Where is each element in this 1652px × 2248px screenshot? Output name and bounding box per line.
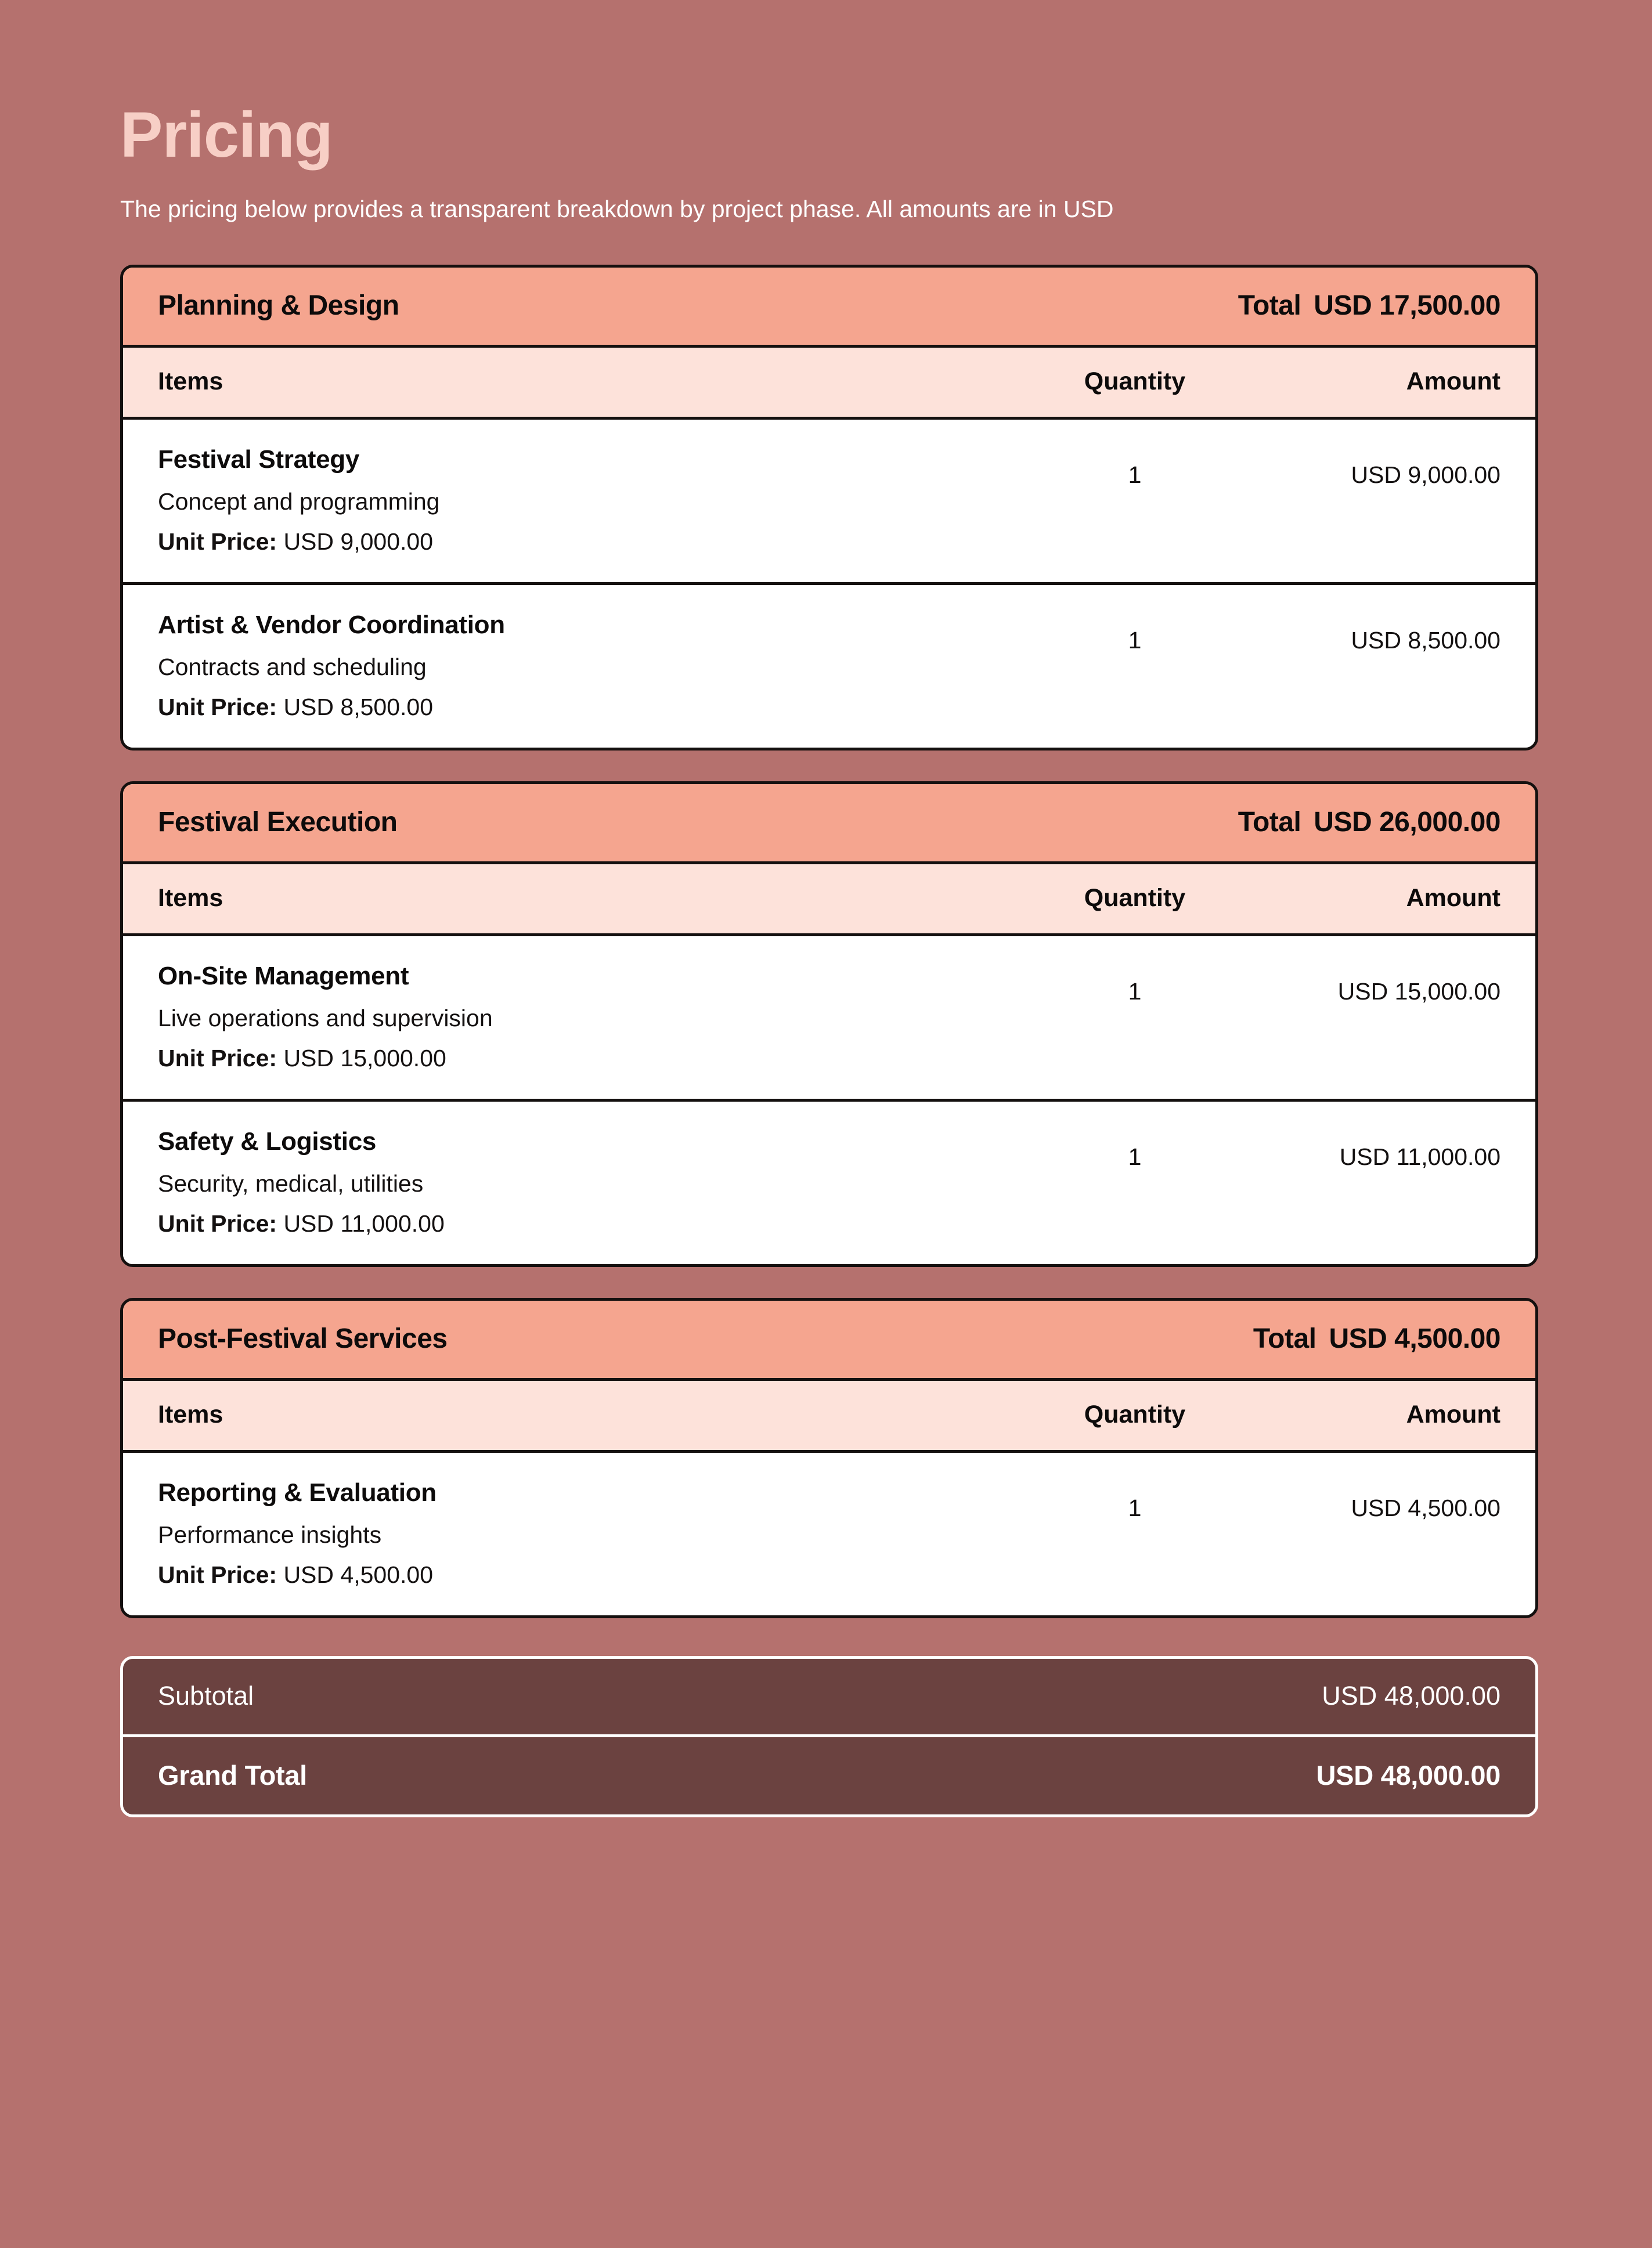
grand-total-row — [123, 1737, 1535, 1814]
item-unit-price — [158, 1045, 995, 1072]
item-amount: USD 8,500.00 — [1351, 626, 1500, 654]
grand-total-value: USD 48,000.00 — [1316, 1759, 1500, 1791]
column-header-quantity: Quantity — [1084, 883, 1186, 912]
item-details — [158, 1127, 1013, 1237]
unit-price-label: Unit Price: — [158, 528, 277, 555]
section-name: Post-Festival Services — [158, 1323, 448, 1354]
column-header-amount: Amount — [1406, 367, 1500, 395]
column-header-quantity: Quantity — [1084, 1400, 1186, 1428]
unit-price-label: Unit Price: — [158, 1210, 277, 1237]
item-quantity: 1 — [1128, 977, 1142, 1005]
item-unit-price — [158, 1210, 995, 1237]
section-name: Planning & Design — [158, 290, 399, 321]
table-row — [123, 1102, 1535, 1264]
section-total — [1238, 290, 1500, 322]
section-total-label: Total — [1238, 806, 1301, 838]
column-header-row — [123, 864, 1535, 936]
section-header — [123, 784, 1535, 864]
totals-summary — [120, 1656, 1538, 1817]
item-details — [158, 445, 1013, 555]
item-amount: USD 11,000.00 — [1339, 1143, 1500, 1170]
item-quantity: 1 — [1128, 1143, 1142, 1170]
item-unit-price — [158, 528, 995, 555]
section-total — [1238, 806, 1500, 838]
column-header-quantity: Quantity — [1084, 367, 1186, 395]
section-header — [123, 1301, 1535, 1381]
item-description: Performance insights — [158, 1521, 382, 1548]
page-title: Pricing — [120, 99, 333, 171]
column-header-items: Items — [158, 367, 223, 395]
item-description: Concept and programming — [158, 488, 440, 515]
subtotal-value: USD 48,000.00 — [1322, 1680, 1500, 1711]
item-details — [158, 962, 1013, 1072]
table-row — [123, 1453, 1535, 1615]
subtotal-label: Subtotal — [158, 1680, 254, 1711]
unit-price-value: USD 15,000.00 — [283, 1044, 446, 1071]
item-title: On-Site Management — [158, 961, 409, 990]
column-header-items: Items — [158, 883, 223, 912]
item-details — [158, 611, 1013, 721]
unit-price-label: Unit Price: — [158, 693, 277, 720]
pricing-section-card — [120, 265, 1538, 750]
item-description: Security, medical, utilities — [158, 1170, 424, 1197]
item-unit-price — [158, 694, 995, 721]
grand-total-label: Grand Total — [158, 1759, 307, 1791]
page-subtitle: The pricing below provides a transparent breakdown by project phase. All amounts are in USD — [120, 195, 1114, 222]
item-description: Contracts and scheduling — [158, 653, 427, 680]
column-header-row — [123, 348, 1535, 420]
item-quantity: 1 — [1128, 626, 1142, 654]
pricing-section-card — [120, 781, 1538, 1267]
item-amount: USD 4,500.00 — [1351, 1494, 1500, 1521]
item-description: Live operations and supervision — [158, 1004, 493, 1031]
subtotal-row — [123, 1659, 1535, 1737]
section-total — [1253, 1323, 1500, 1355]
unit-price-value: USD 8,500.00 — [283, 693, 434, 720]
section-header — [123, 268, 1535, 348]
pricing-section-card — [120, 1298, 1538, 1618]
section-name: Festival Execution — [158, 806, 398, 838]
item-title: Artist & Vendor Coordination — [158, 610, 505, 639]
unit-price-label: Unit Price: — [158, 1561, 277, 1588]
item-details — [158, 1478, 1013, 1589]
table-row — [123, 936, 1535, 1102]
unit-price-value: USD 9,000.00 — [283, 528, 434, 555]
unit-price-label: Unit Price: — [158, 1044, 277, 1071]
item-quantity: 1 — [1128, 1494, 1142, 1521]
item-unit-price — [158, 1561, 995, 1589]
table-row — [123, 585, 1535, 748]
section-total-label: Total — [1253, 1323, 1316, 1354]
section-total-label: Total — [1238, 290, 1301, 321]
unit-price-value: USD 4,500.00 — [283, 1561, 434, 1588]
section-total-value: USD 26,000.00 — [1314, 806, 1500, 838]
item-quantity: 1 — [1128, 461, 1142, 488]
column-header-amount: Amount — [1406, 883, 1500, 912]
column-header-row — [123, 1381, 1535, 1453]
item-title: Safety & Logistics — [158, 1127, 377, 1156]
section-total-value: USD 4,500.00 — [1329, 1323, 1500, 1354]
item-amount: USD 15,000.00 — [1337, 977, 1500, 1005]
pricing-sections — [120, 265, 1538, 1618]
table-row — [123, 420, 1535, 585]
section-total-value: USD 17,500.00 — [1314, 290, 1500, 321]
unit-price-value: USD 11,000.00 — [283, 1210, 445, 1237]
column-header-items: Items — [158, 1400, 223, 1428]
item-amount: USD 9,000.00 — [1351, 461, 1500, 488]
column-header-amount: Amount — [1406, 1400, 1500, 1428]
item-title: Reporting & Evaluation — [158, 1478, 437, 1507]
item-title: Festival Strategy — [158, 445, 360, 474]
